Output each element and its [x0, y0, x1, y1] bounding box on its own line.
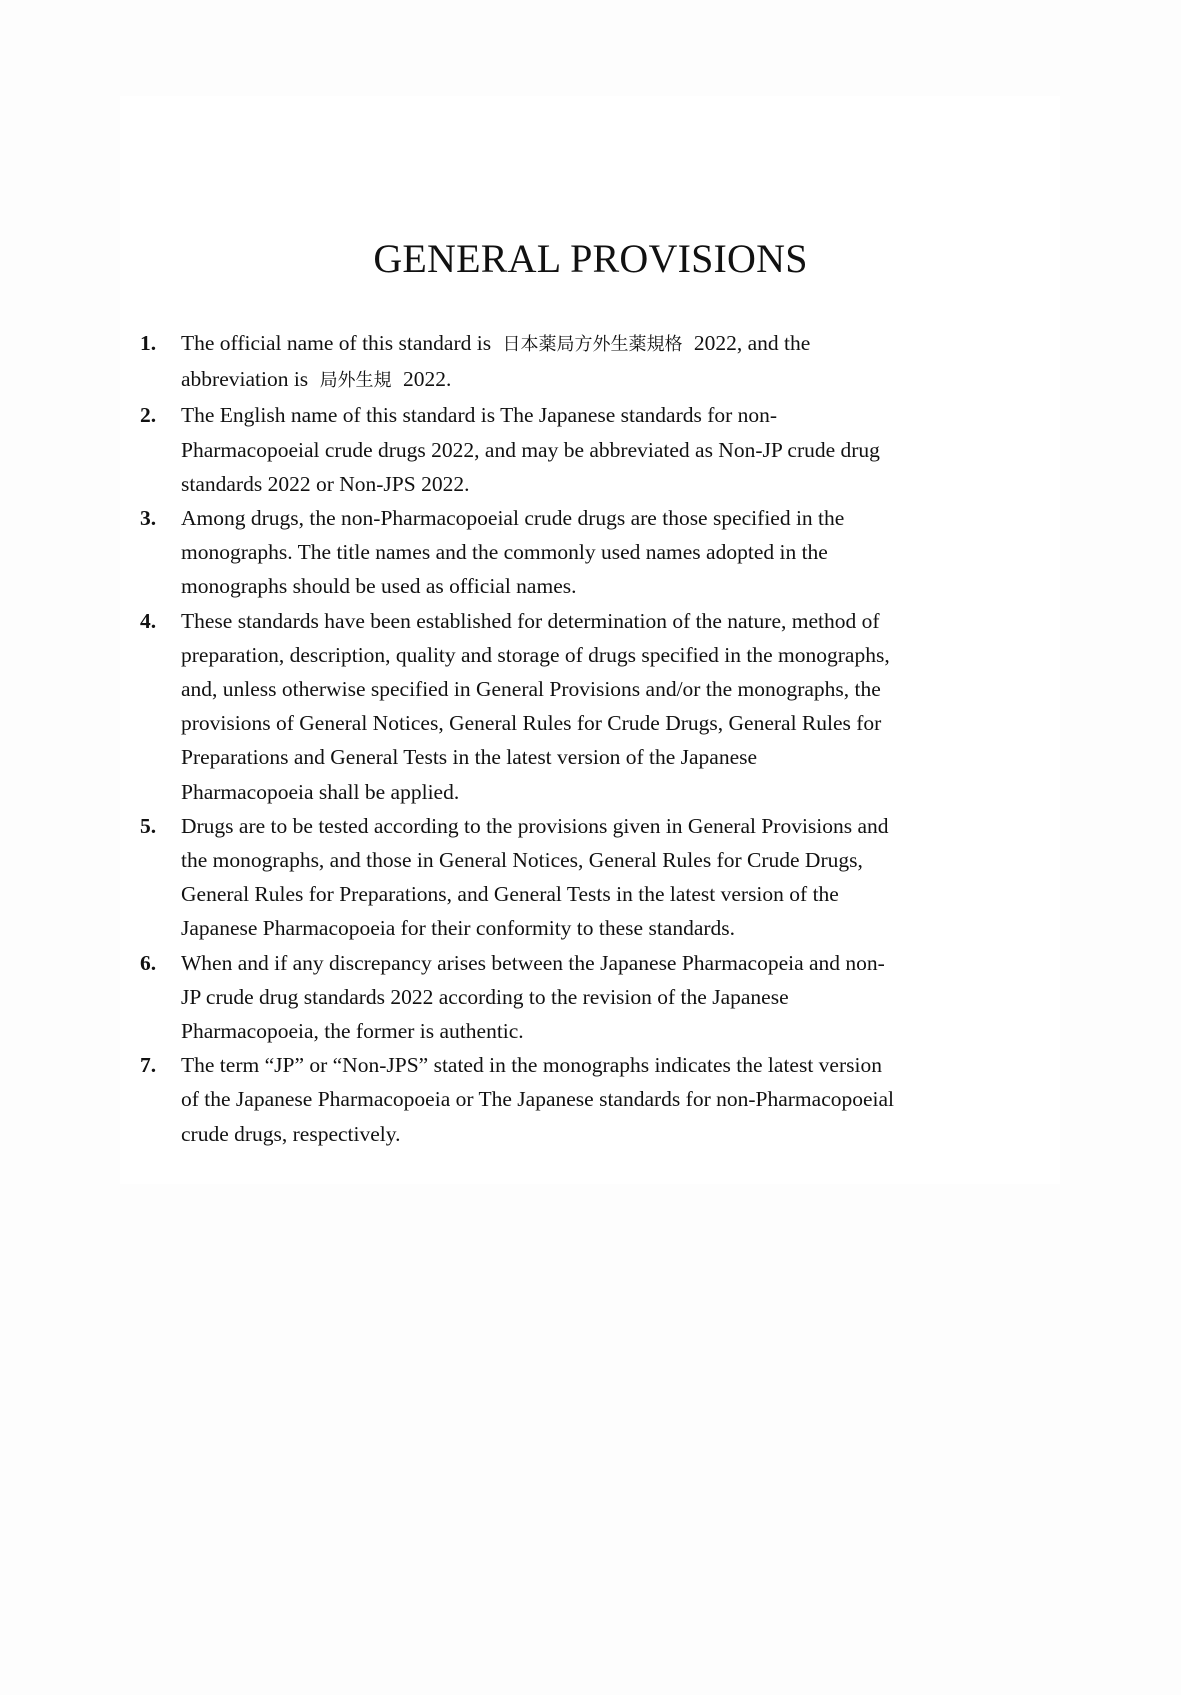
provision-line: Japanese Pharmacopoeia for their conformity to these standards.: [181, 916, 736, 941]
provision-line: of the Japanese Pharmacopoeia or The Japanese standards for non-Pharmacopoeial: [181, 1087, 895, 1112]
provision-text: [181, 326, 1040, 398]
page-title: GENERAL PROVISIONS: [373, 236, 808, 281]
provision-item-2: [140, 398, 1040, 501]
provision-item-1: [140, 326, 1040, 398]
provision-line: monographs. The title names and the commonly used names adopted in the: [181, 540, 828, 565]
provision-item-6: [140, 946, 1040, 1049]
provision-line: Pharmacopoeia, the former is authentic.: [181, 1019, 524, 1044]
provision-text: [181, 809, 1040, 946]
provision-number: 3.: [140, 506, 157, 531]
provision-text: [181, 604, 1040, 809]
abbreviation-suffix: 2022.: [402, 367, 452, 392]
provision-line: The term “JP” or “Non-JPS” stated in the monographs indicates the latest version: [181, 1053, 882, 1078]
abbreviation-prefix: abbreviation is: [181, 367, 309, 392]
provision-line: and, unless otherwise specified in General Provisions and/or the monographs, the: [181, 677, 881, 702]
provision-line: Pharmacopoeial crude drugs 2022, and may be abbreviated as Non-JP crude drug: [181, 437, 880, 462]
provision-line: These standards have been established for determination of the nature, method of: [181, 608, 880, 633]
provision-item-7: [140, 1048, 1040, 1151]
provision-line: Drugs are to be tested according to the provisions given in General Provisions and: [181, 813, 889, 838]
provision-line: [181, 362, 1040, 398]
official-name-prefix: The official name of this standard is: [181, 331, 492, 355]
provision-line: provisions of General Notices, General Rules for Crude Drugs, General Rules for: [181, 711, 882, 736]
provision-number: 7.: [140, 1053, 157, 1078]
provision-text: [181, 501, 1040, 604]
provision-number: 1.: [140, 331, 157, 355]
provision-item-3: [140, 501, 1040, 604]
provision-line: Preparations and General Tests in the latest version of the Japanese: [181, 745, 758, 770]
provision-item-4: [140, 604, 1040, 809]
provisions-list: [140, 326, 1040, 1151]
provision-number: 2.: [140, 403, 157, 428]
provision-line: Pharmacopoeia shall be applied.: [181, 779, 460, 804]
provision-line: When and if any discrepancy arises between the Japanese Pharmacopeia and non-: [181, 950, 885, 975]
provision-text: [181, 398, 1040, 501]
provision-text: [181, 1048, 1040, 1151]
provision-line: preparation, description, quality and storage of drugs specified in the monographs,: [181, 642, 890, 667]
provision-text: [181, 946, 1040, 1049]
provision-line: the monographs, and those in General Notices, General Rules for Crude Drugs,: [181, 848, 863, 873]
provision-line: [181, 326, 1040, 362]
provision-number: 5.: [140, 813, 157, 838]
provision-number: 4.: [140, 608, 157, 633]
provision-line: monographs should be used as official names.: [181, 574, 577, 599]
provision-line: Among drugs, the non-Pharmacopoeial crude drugs are those specified in the: [181, 506, 845, 531]
japanese-abbreviation: 局外生規: [319, 370, 392, 392]
provision-line: The English name of this standard is The Japanese standards for non-: [181, 403, 778, 428]
provision-line: standards 2022 or Non-JPS 2022.: [181, 471, 470, 496]
provision-line: General Rules for Preparations, and General Tests in the latest version of the: [181, 882, 839, 907]
provision-line: JP crude drug standards 2022 according to the revision of the Japanese: [181, 984, 789, 1009]
provision-item-5: [140, 809, 1040, 946]
provision-number: 6.: [140, 950, 157, 975]
official-japanese-name: 日本薬局方外生薬規格: [502, 334, 683, 355]
provision-line: crude drugs, respectively.: [181, 1121, 401, 1146]
official-name-suffix: 2022, and the: [693, 331, 811, 355]
